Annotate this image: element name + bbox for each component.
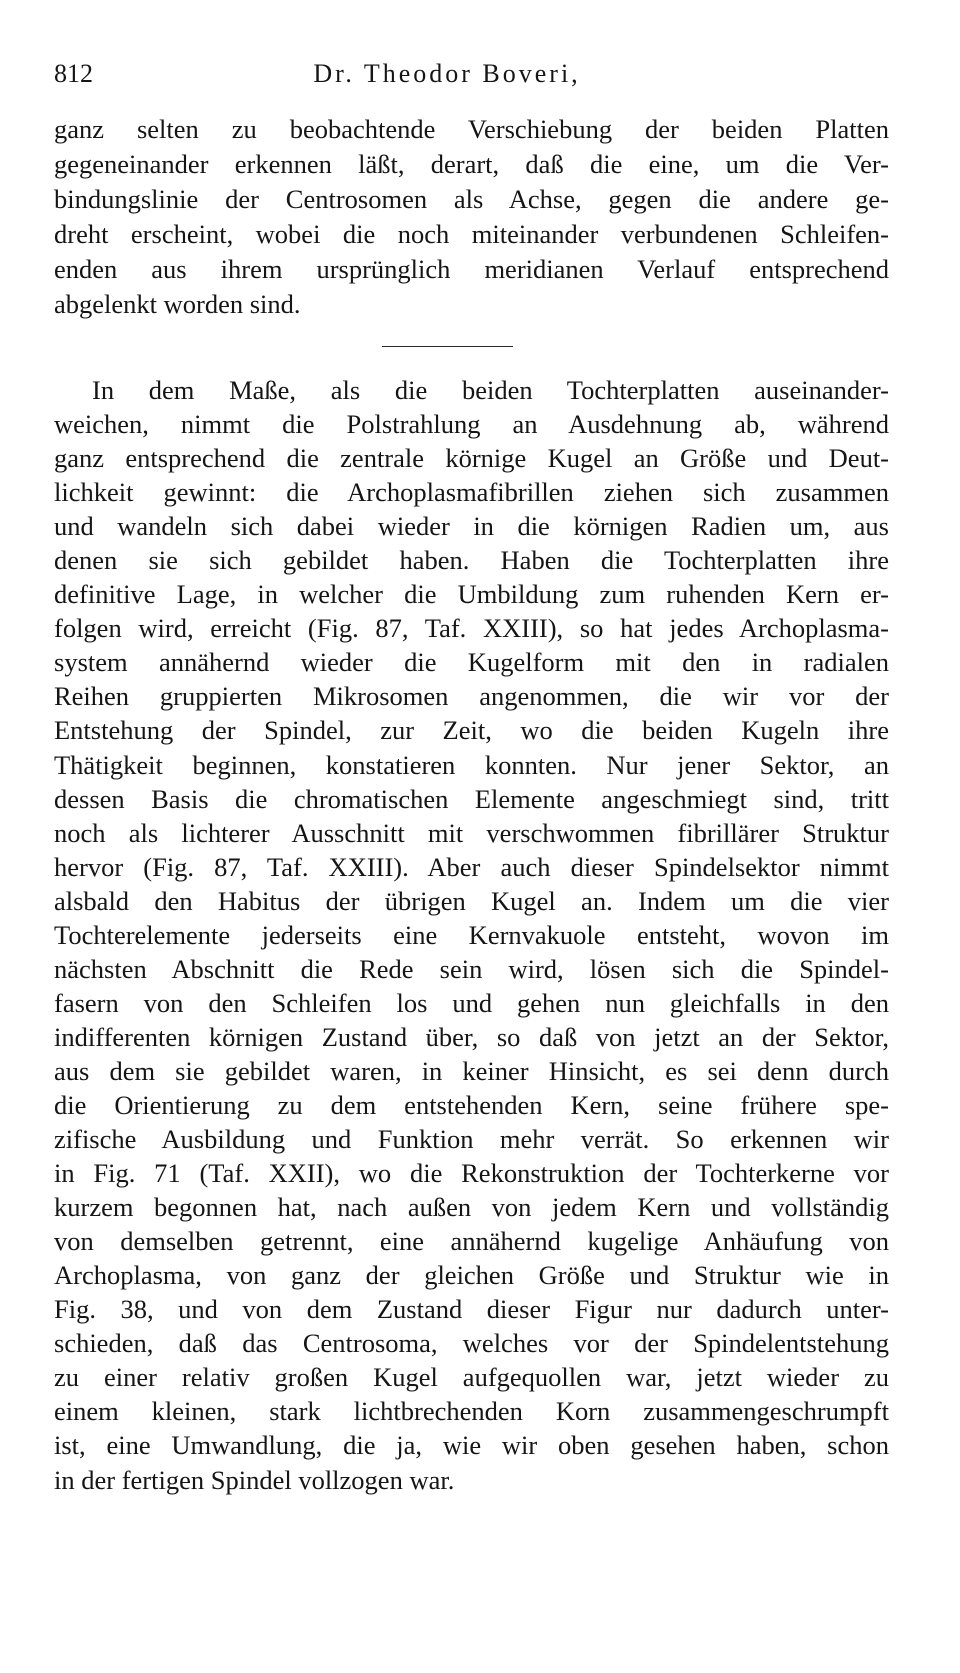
text-line: Entstehung der Spindel, zur Zeit, wo die beiden Kugeln ihre: [54, 715, 889, 746]
running-head: [54, 56, 840, 92]
text-line: aus dem sie gebildet waren, in keiner Hinsicht, es sei denn durch: [54, 1055, 889, 1086]
text-line: hervor (Fig. 87, Taf. XXIII). Aber auch dieser Spindelsektor nimmt: [54, 851, 889, 882]
paragraph-2: [54, 373, 889, 1497]
text-line: die Orientierung zu dem entstehenden Kern, seine frühere spe-: [54, 1089, 889, 1120]
text-line: Fig. 38, und von dem Zustand dieser Figur nur dadurch unter-: [54, 1294, 889, 1325]
text-line: Tochterelemente jederseits eine Kernvakuole entsteht, wovon im: [54, 919, 889, 950]
text-line: fasern von den Schleifen los und gehen nun gleichfalls in den: [54, 987, 889, 1018]
text-line: zifische Ausbildung und Funktion mehr verrät. So erkennen wir: [54, 1124, 889, 1155]
text-line: noch als lichterer Ausschnitt mit verschwommen fibrillärer Struktur: [54, 817, 889, 848]
text-line: folgen wird, erreicht (Fig. 87, Taf. XXIII), so hat jedes Archoplasma-: [54, 613, 889, 644]
text-line: abgelenkt worden sind.: [54, 289, 301, 319]
text-line: Thätigkeit beginnen, konstatieren konnten. Nur jener Sektor, an: [54, 749, 889, 780]
text-line: enden aus ihrem ursprünglich meridianen Verlauf entsprechend: [54, 254, 889, 284]
text-line: system annähernd wieder die Kugelform mit den in radialen: [54, 647, 889, 678]
text-line: schieden, daß das Centrosoma, welches vor der Spindelentstehung: [54, 1328, 889, 1359]
text-line: kurzem begonnen hat, nach außen von jedem Kern und vollständig: [54, 1192, 889, 1223]
text-line: zu einer relativ großen Kugel aufgequollen war, jetzt wieder zu: [54, 1362, 889, 1393]
text-line: in Fig. 71 (Taf. XXII), wo die Rekonstruktion der Tochterkerne vor: [54, 1158, 889, 1189]
text-line: gegeneinander erkennen läßt, derart, daß die eine, um die Ver-: [54, 149, 889, 179]
text-line: und wandeln sich dabei wieder in die körnigen Radien um, aus: [54, 511, 889, 542]
text-line: lichkeit gewinnt: die Archoplasmafibrillen ziehen sich zusammen: [54, 477, 889, 508]
text-line: von demselben getrennt, eine annähernd kugelige Anhäufung von: [54, 1226, 889, 1257]
running-head-author: Dr. Theodor Boveri,: [313, 59, 581, 88]
section-divider-rule: [382, 346, 513, 347]
page-number: 812: [54, 59, 93, 88]
text-line: bindungslinie der Centrosomen als Achse, gegen die andere ge-: [54, 184, 889, 214]
text-line: ganz selten zu beobachtende Verschiebung der beiden Platten: [54, 114, 889, 144]
text-line: In dem Maße, als die beiden Tochterplatten auseinander-: [92, 375, 889, 405]
text-line: dessen Basis die chromatischen Elemente angeschmiegt sind, tritt: [54, 783, 889, 814]
text-line: nächsten Abschnitt die Rede sein wird, lösen sich die Spindel-: [54, 953, 889, 984]
text-line: einem kleinen, stark lichtbrechenden Korn zusammengeschrumpft: [54, 1396, 889, 1427]
text-line: Reihen gruppierten Mikrosomen angenommen, die wir vor der: [54, 681, 889, 712]
text-line: in der fertigen Spindel vollzogen war.: [54, 1464, 455, 1495]
text-line: ist, eine Umwandlung, die ja, wie wir oben gesehen haben, schon: [54, 1430, 889, 1461]
paragraph-1: [54, 112, 889, 322]
text-line: weichen, nimmt die Polstrahlung an Ausdehnung ab, während: [54, 409, 889, 440]
text-line: dreht erscheint, wobei die noch miteinander verbundenen Schleifen-: [54, 219, 889, 249]
text-line: alsbald den Habitus der übrigen Kugel an. Indem um die vier: [54, 885, 889, 916]
text-line: Archoplasma, von ganz der gleichen Größe und Struktur wie in: [54, 1260, 889, 1291]
text-line: ganz entsprechend die zentrale körnige Kugel an Größe und Deut-: [54, 443, 889, 474]
text-line: definitive Lage, in welcher die Umbildung zum ruhenden Kern er-: [54, 579, 889, 610]
text-line: denen sie sich gebildet haben. Haben die Tochterplatten ihre: [54, 545, 889, 576]
text-line: indifferenten körnigen Zustand über, so daß von jetzt an der Sektor,: [54, 1021, 889, 1052]
